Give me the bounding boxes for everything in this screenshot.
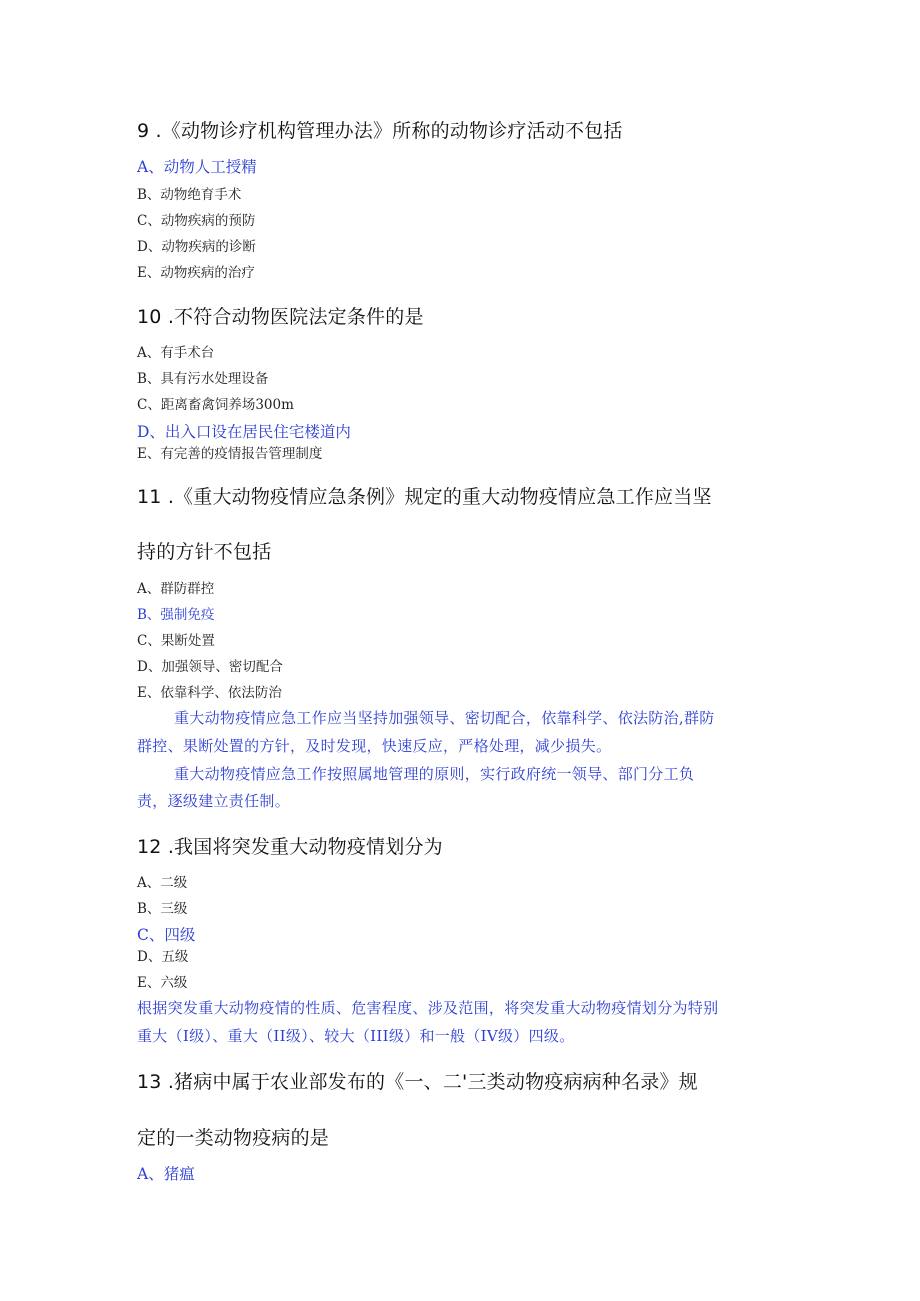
q11-option-a: A、群防群控 [137, 581, 215, 597]
q9-option-e: E、动物疾病的治疗 [137, 265, 255, 281]
q12-option-a: A、二级 [137, 875, 188, 891]
q10-option-a: A、有手术台 [137, 345, 215, 361]
q11-option-c: C、果断处置 [137, 633, 215, 649]
q10-option-b: B、具有污水处理设备 [137, 371, 269, 387]
q10-option-e: E、有完善的疫情报告管理制度 [137, 446, 323, 462]
q12-option-e: E、六级 [137, 975, 188, 991]
question-10-title: 10 .不符合动物医院法定条件的是 [137, 306, 424, 328]
q9-option-a-answer: A、动物人工授精 [137, 158, 257, 176]
q11-explanation-line1: 重大动物疫情应急工作应当坚持加强领导、密切配合，依靠科学、依法防治,群防 [174, 709, 715, 727]
question-11-title-line1: 11 .《重大动物疫情应急条例》规定的重大动物疫情应急工作应当坚 [137, 486, 712, 508]
q11-explanation-line4: 责，逐级建立责任制。 [137, 792, 291, 810]
q9-option-b: B、动物绝育手术 [137, 187, 242, 203]
q12-explanation-line1: 根据突发重大动物疫情的性质、危害程度、涉及范围，将突发重大动物疫情划分为特别 [137, 999, 719, 1017]
q11-explanation-line3: 重大动物疫情应急工作按照属地管理的原则，实行政府统一领导、部门分工负 [174, 765, 695, 783]
q9-option-c: C、动物疾病的预防 [137, 213, 256, 229]
q10-option-d-answer: D、出入口设在居民住宅楼道内 [137, 423, 351, 441]
q10-option-c: C、距离畜禽饲养场300m [137, 397, 294, 413]
q13-option-a-answer: A、猪瘟 [137, 1165, 195, 1183]
question-11-title-line2: 持的方针不包括 [137, 541, 272, 563]
q11-explanation-line2: 群控、果断处置的方针，及时发现，快速反应，严格处理，减少损失。 [137, 737, 612, 755]
question-13-title-line1: 13 .猪病中属于农业部发布的《一、二'三类动物疫病病种名录》规 [137, 1071, 698, 1093]
question-13-title-line2: 定的一类动物疫病的是 [137, 1127, 330, 1149]
q11-option-b-answer: B、强制免疫 [137, 607, 215, 623]
q9-option-d: D、动物疾病的诊断 [137, 239, 256, 255]
q12-option-c-answer: C、四级 [137, 926, 196, 944]
q12-option-d: D、五级 [137, 949, 189, 965]
q11-option-d: D、加强领导、密切配合 [137, 659, 283, 675]
question-9-title: 9 .《动物诊疗机构管理办法》所称的动物诊疗活动不包括 [137, 120, 623, 142]
question-12-title: 12 .我国将突发重大动物疫情划分为 [137, 836, 443, 858]
q12-explanation-line2: 重大（I级）、重大（II级）、较大（III级）和一般（IV级）四级。 [137, 1027, 575, 1045]
q11-option-e: E、依靠科学、依法防治 [137, 685, 282, 701]
q12-option-b: B、三级 [137, 901, 188, 917]
